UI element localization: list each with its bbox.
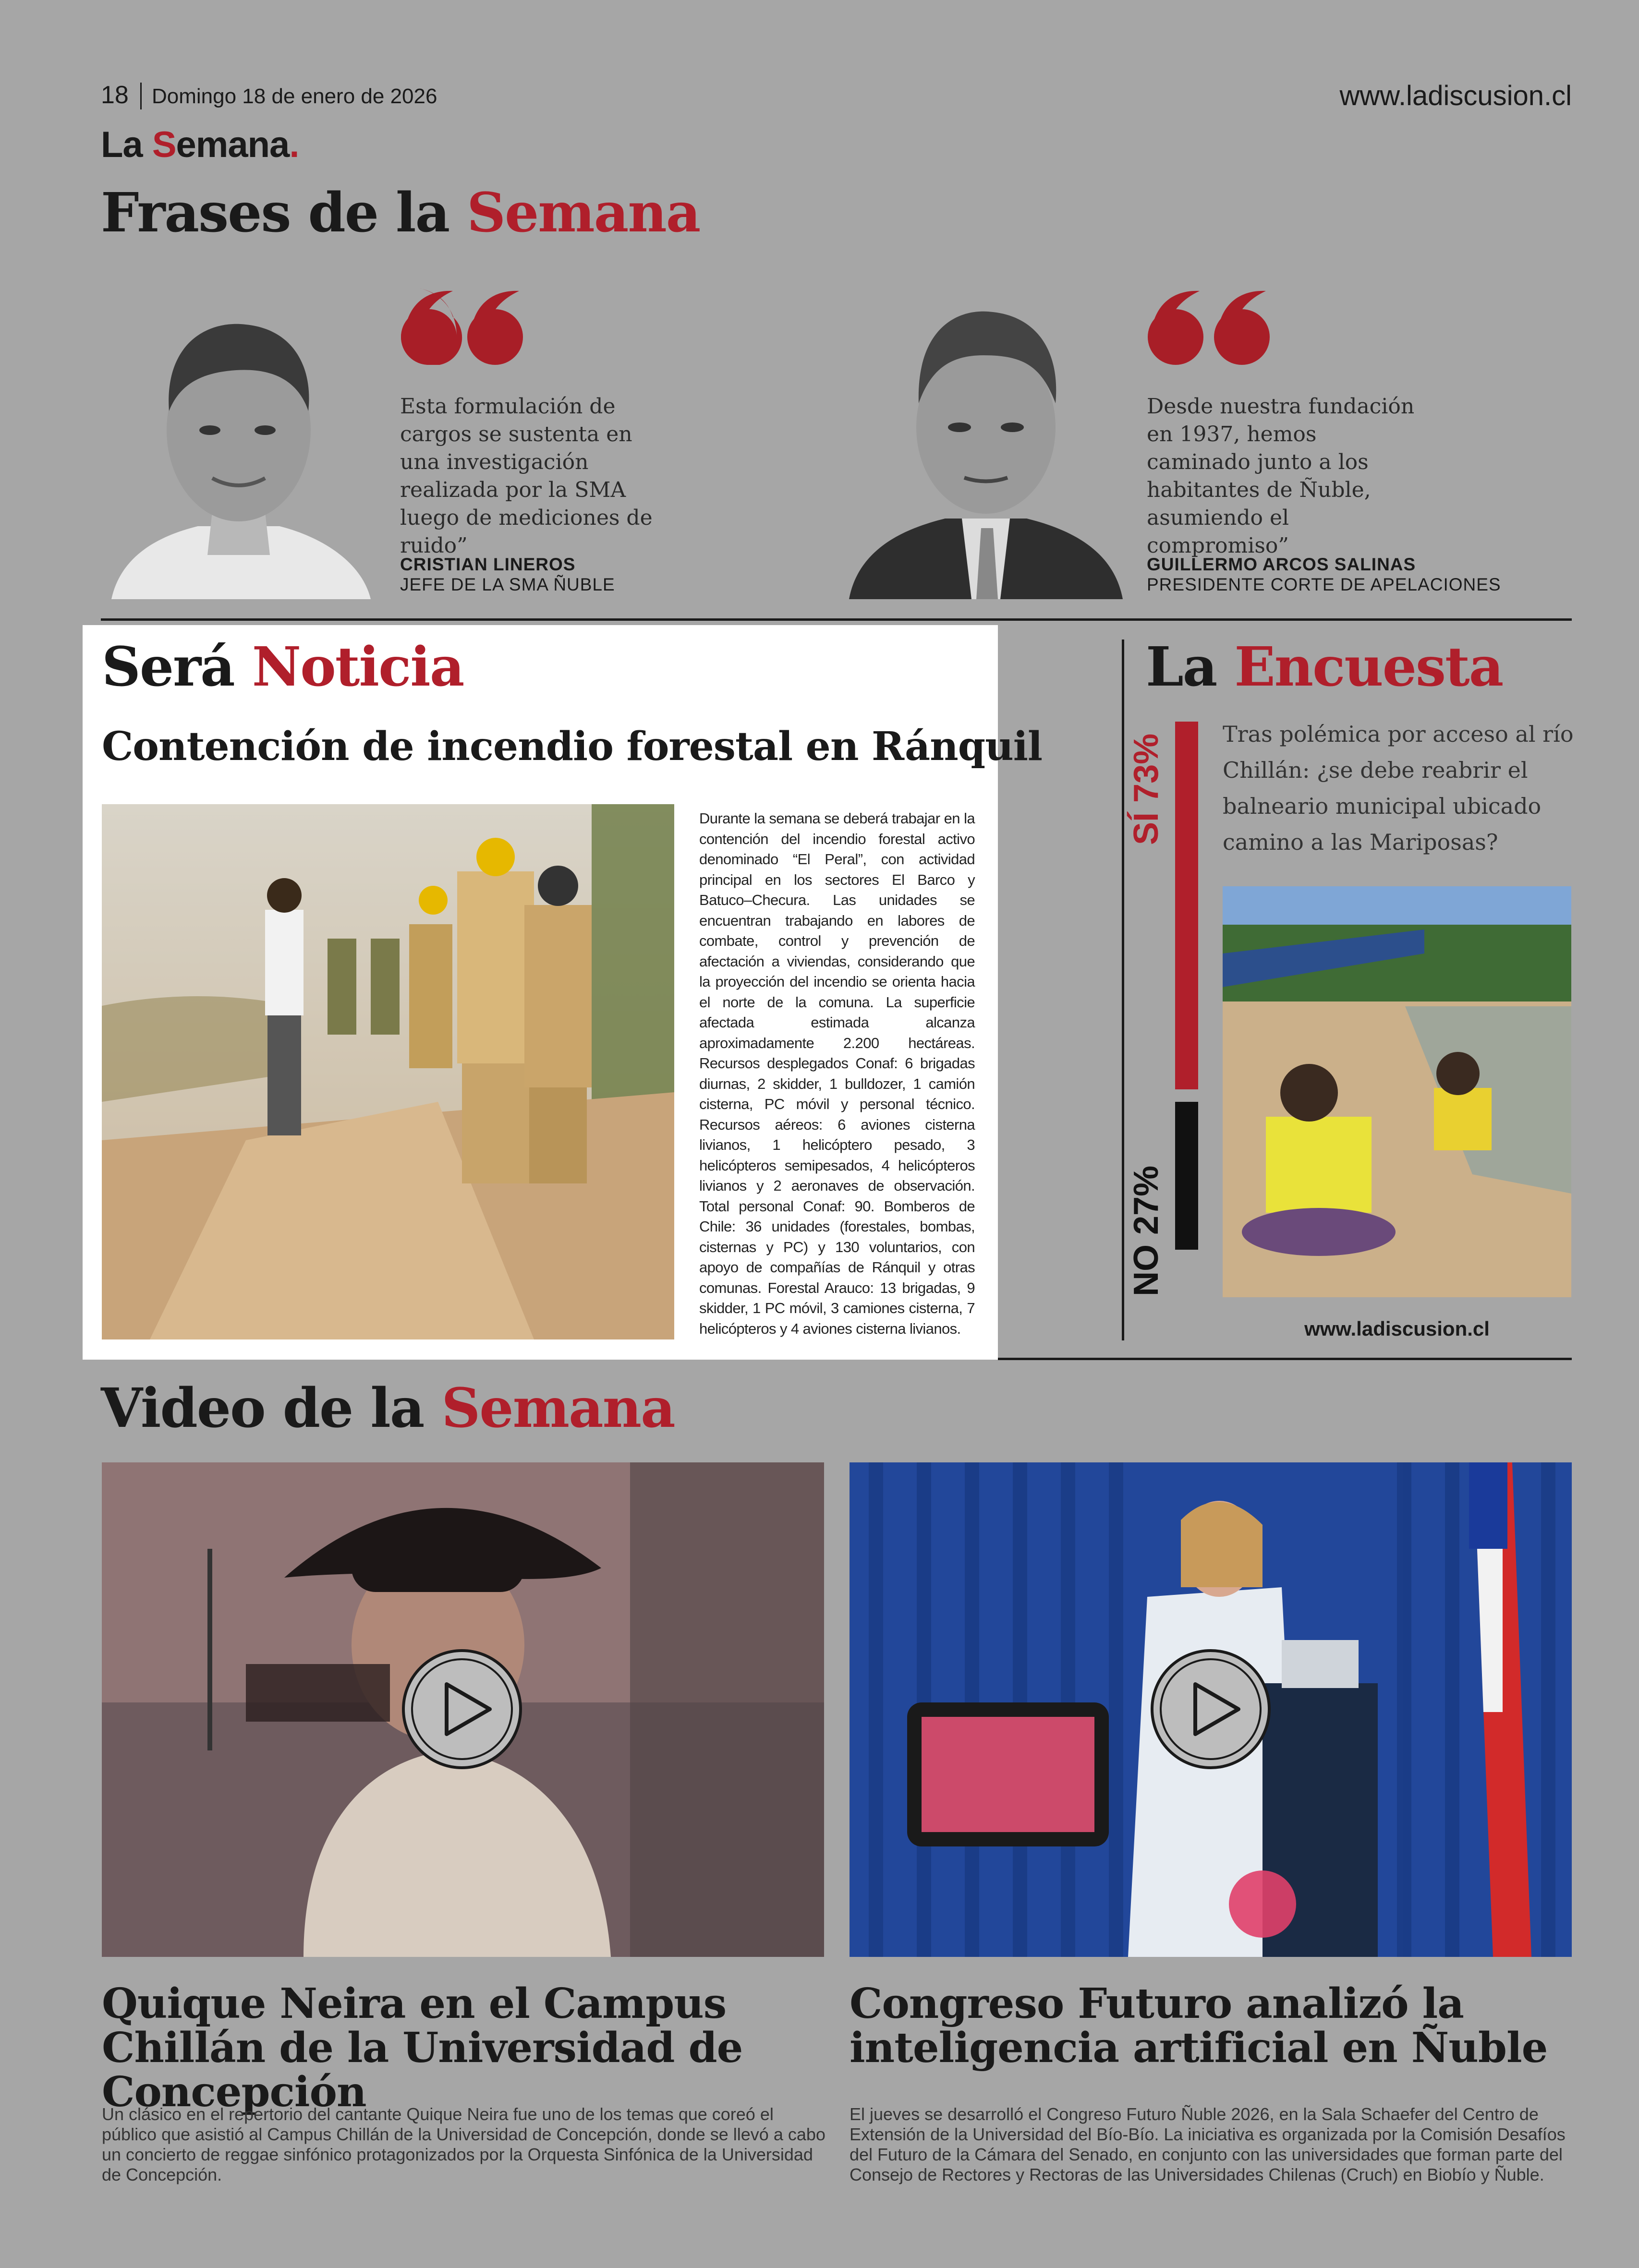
noticia-section-title [102,636,464,699]
page-number-divider [140,83,142,109]
portrait-cristian-lineros [102,286,375,599]
brand-highlight: S [152,124,176,165]
poll-bar-yes [1175,722,1198,1089]
video-description: El jueves se desarrolló el Congreso Futuro Ñuble 2026, en la Sala Schaefer del Centro de Extensión de la Universidad del Bío-Bío. La iniciativa es organizada por la Comisión Desafíos del Futuro de la Cámara del Senado, en conjunto con las universidades que forman parte del Consejo de Rectores y Rectoras de las Universidades Chilenas (Cruch) en Biobío y Ñuble. [850,2104,1566,2184]
poll-label-no: NO 27% [1127,1165,1166,1296]
video-title-red: Semana [441,1377,675,1440]
play-button-icon[interactable] [401,1648,523,1771]
video-title-black: Video de la [101,1377,442,1440]
quote-author-name: CRISTIAN LINEROS [400,555,576,574]
quote-author-name: GUILLERMO ARCOS SALINAS [1147,555,1416,574]
video-description: Un clásico en el repertorio del cantante Quique Neira fue uno de los temas que coreó el público que asistió al Campus Chillán de la Universidad de Concepción, donde se llevó a cabo un concierto de reggae sinfónico protagonizados por la Orquesta Sinfónica de la Universidad de Concepción. [102,2104,826,2184]
noticia-title-black: Será [102,636,252,699]
website-link[interactable]: www.ladiscusion.cl [1339,80,1572,111]
section-divider [998,1358,1572,1360]
section-divider [101,618,1572,621]
encuesta-title-black: La [1146,636,1235,699]
quote-mark-icon [1147,288,1273,365]
noticia-title-red: Noticia [252,636,464,699]
poll-bar-no [1175,1102,1198,1250]
frases-title-red: Semana [467,181,700,244]
encuesta-question: Tras polémica por acceso al río Chillán: ¿se debe reabrir el balneario municipal ubicado camino a las Mariposas? [1223,721,1574,855]
fire-brigade-photo [102,804,674,1339]
quote-mark-icon [400,288,526,365]
quote-author-role: PRESIDENTE CORTE DE APELACIONES [1147,575,1501,594]
encuesta-website-link[interactable]: www.ladiscusion.cl [1304,1317,1490,1340]
brand-part1: La [101,124,152,165]
frases-section-title [101,181,700,244]
quote-text: Desde nuestra fundación en 1937, hemos caminado junto a los habitantes de Ñuble, asumiendo el compromiso” [1147,394,1415,558]
play-button-icon[interactable] [1149,1648,1272,1771]
river-children-photo [1223,886,1571,1297]
encuesta-title-red: Encuesta [1234,636,1503,699]
video-section-title [101,1377,675,1440]
quote-author-role: JEFE DE LA SMA ÑUBLE [400,575,615,594]
noticia-headline: Contención de incendio forestal en Ránquil [102,724,1043,770]
frases-title-black: Frases de la [101,181,467,244]
section-brand [101,124,299,166]
encuesta-divider [1122,639,1124,1340]
issue-date: Domingo 18 de enero de 2026 [152,84,437,108]
poll-label-yes: SÍ 73% [1127,733,1166,845]
video-headline[interactable]: Quique Neira en el Campus Chillán de la Universidad de Concepción [102,1979,743,2116]
video-headline[interactable]: Congreso Futuro analizó la inteligencia artificial en Ñuble [850,1979,1548,2072]
brand-dot: . [289,124,299,165]
encuesta-section-title [1146,636,1503,699]
noticia-body: Durante la semana se deberá trabajar en la contención del incendio forestal activo denominado “El Peral”, con actividad principal en los sectores El Barco y Batuco–Checura. Las unidades se encuentran trabajando en labores de combate, control y prevención de afectación a viviendas, considerando que la proyección del incendio se orienta hacia el norte de la comuna. La superficie afectada estimada alcanza aproximadamente 2.200 hectáreas. Recursos desplegados Conaf: 6 brigadas diurnas, 2 skidder, 1 bulldozer, 1 camión cisterna, PC móvil y personal técnico. Recursos aéreos: 6 aviones cisterna livianos, 1 helicóptero pesado, 3 helicópteros semipesados, 4 helicópteros livianos y 2 aeronaves de observación. Total personal Conaf: 90. Bomberos de Chile: 36 unidades (forestales, bombas, cisternas y PC) y 130 voluntarios, con apoyo de compañías de Ránquil y otras comunas. Forestal Arauco: 13 brigadas, 9 skidder, 1 PC móvil, 3 camiones cisterna, 7 helicópteros y 4 aviones cisterna livianos. [699,810,975,1337]
page-number: 18 [101,81,129,109]
portrait-guillermo-arcos-salinas [849,288,1123,599]
quote-text: Esta formulación de cargos se sustenta en una investigación realizada por la SMA luego de mediciones de ruido” [400,394,653,558]
brand-part2: emana [176,124,290,165]
